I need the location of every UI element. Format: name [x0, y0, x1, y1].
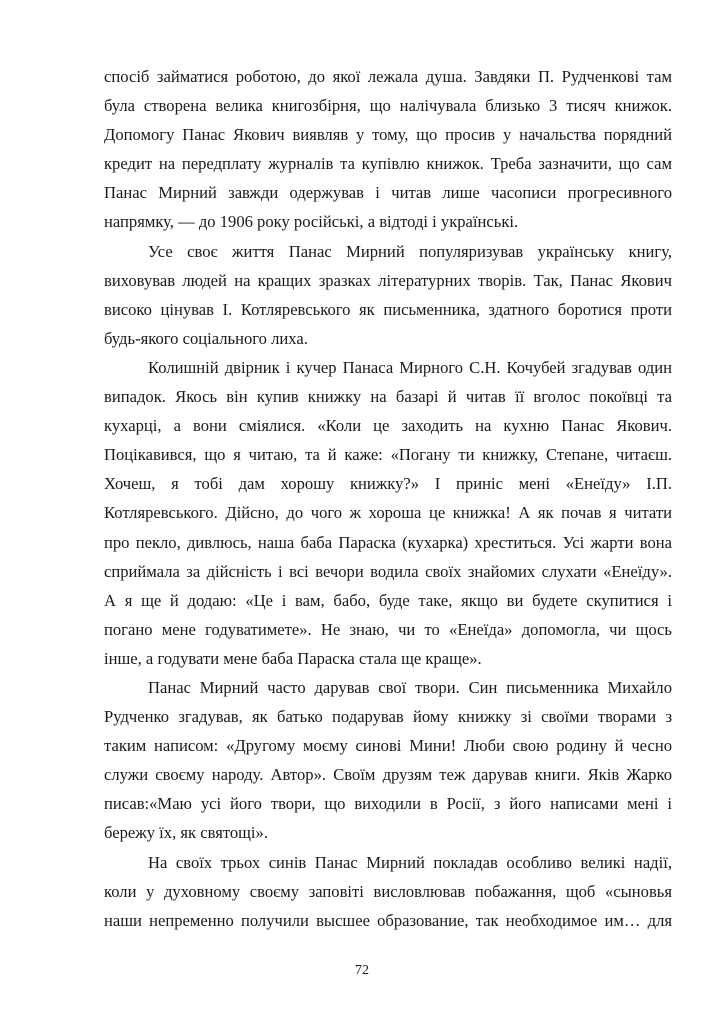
text-line: була створена велика книгозбірня, що налічувала близько 3 тисяч книжок. [104, 96, 672, 116]
text-line: будь-якого соціального лиха. [104, 328, 308, 348]
text-line: Панас Мирний завжди одержував і читав лише часописи прогресивного [104, 183, 672, 203]
paragraph [104, 673, 672, 848]
text-line: Усе своє життя Панас Мирний популяризував українську книгу, [148, 241, 672, 261]
text-line: Панас Мирний часто дарував свої твори. Син письменника Михайло [148, 677, 672, 697]
paragraph [104, 848, 672, 935]
text-line: Котляревського. Дійсно, до чого ж хороша це книжка! А як почав я читати [104, 503, 672, 523]
text-line: Допомогу Панас Якович виявляв у тому, що просив у начальства порядний [104, 125, 672, 145]
text-line: На своїх трьох синів Панас Мирний покладав особливо великі надії, [148, 852, 672, 872]
text-line: Поцікавився, що я читаю, та й каже: «Погану ти книжку, Степане, читаєш. [104, 445, 672, 465]
text-line: А я ще й додаю: «Це і вам, бабо, буде таке, якщо ви будете скупитися і [104, 590, 672, 610]
paragraph [104, 353, 672, 673]
text-line: сприймала за дійсність і всі вечори водила своїх знайомих слухати «Енеїду». [104, 561, 672, 581]
paragraph [104, 62, 672, 237]
text-line: спосіб займатися роботою, до якої лежала душа. Завдяки П. Рудченкові там [104, 67, 672, 86]
text-line: кредит на передплату журналів та купівлю книжок. Треба зазначити, що сам [104, 154, 672, 174]
text-line: про пекло, дивлюсь, наша баба Параска (кухарка) хреститься. Усі жарти вона [104, 532, 672, 552]
text-line: наши непременно получили высшее образование, так необходимое им… для [104, 910, 672, 930]
page-number: 72 [355, 963, 369, 978]
text-line: кухарці, а вони сміялися. «Коли це заходить на кухню Панас Якович. [104, 416, 672, 436]
text-line: Хочеш, я тобі дам хорошу книжку?» І приніс мені «Енеїду» І.П. [104, 474, 672, 494]
text-line: Колишній двірник і кучер Панаса Мирного С.Н. Кочубей згадував один [148, 357, 672, 377]
paragraph [104, 237, 672, 353]
text-line: погано мене годуватимете». Не знаю, чи то «Енеїда» допомогла, чи щось [104, 619, 672, 639]
text-line: виховував людей на кращих зразках літературних творів. Так, Панас Якович [104, 270, 672, 290]
body-text [104, 62, 672, 935]
text-line: служи своєму народу. Автор». Своїм друзям теж дарував книги. Яків Жарко [104, 765, 672, 785]
text-line: інше, а годувати мене баба Параска стала ще краще». [104, 648, 482, 668]
text-line: Рудченко згадував, як батько подарував йому книжку зі своїми творами з [104, 707, 672, 727]
text-line: коли у духовному своєму заповіті висловлював побажання, щоб «сыновья [104, 881, 672, 901]
text-line: писав:«Маю усі його твори, що виходили в Росії, з його написами мені і [104, 794, 672, 814]
text-line: таким написом: «Другому моєму синові Мини! Люби свою родину й чесно [104, 736, 672, 756]
text-line: високо цінував І. Котляревського як письменника, здатного боротися проти [104, 299, 672, 319]
text-line: напрямку, — до 1906 року російські, а відтоді і українські. [104, 212, 519, 232]
text-line: бережу їх, як святощі». [104, 823, 268, 843]
text-line: випадок. Якось він купив книжку на базарі й читав її вголос покоївці та [104, 387, 672, 407]
